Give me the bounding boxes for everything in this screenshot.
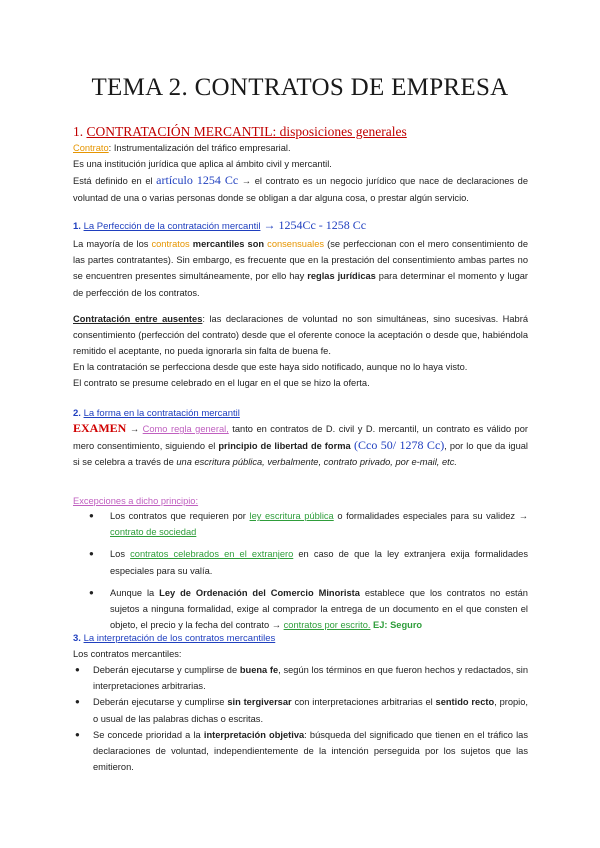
contrato-term: Contrato bbox=[73, 143, 109, 153]
subsection-1-number: 1. bbox=[73, 221, 84, 232]
page-title: TEMA 2. CONTRATOS DE EMPRESA bbox=[91, 74, 509, 101]
bullet-icon: ● bbox=[75, 729, 80, 739]
ausentes-label: Contratación entre ausentes bbox=[73, 314, 203, 324]
examen-arrow: → bbox=[126, 424, 143, 434]
list-item-text: , según los términos en que fueron hechos y redactados, sin interpretaciones arbitrarias. bbox=[93, 665, 528, 692]
ley-escritura-term: ley escritura pública bbox=[249, 511, 334, 521]
article-1254-ref: artículo 1254 Cc bbox=[156, 173, 239, 188]
excepciones-label: Excepciones a dicho principio: bbox=[73, 496, 199, 506]
reglas-juridicas-term: reglas jurídicas bbox=[307, 271, 376, 282]
list-item bbox=[73, 585, 528, 634]
subsection-1-title: La Perfección de la contratación mercantil bbox=[83, 221, 261, 232]
contratos-term: contratos bbox=[151, 239, 190, 249]
forma-examples: una escritura pública, verbalmente, contrato privado, por e-mail, etc. bbox=[176, 457, 457, 468]
section-1-number: 1. bbox=[73, 124, 87, 139]
list-item bbox=[73, 694, 528, 726]
principio-libertad-term: principio de libertad de forma bbox=[218, 441, 351, 452]
list-item-text: Deberán ejecutarse y cumplirse de bbox=[93, 665, 240, 675]
ausentes-text: : las declaraciones de voluntad no son simultáneas, sino sucesivas. Habrá consentimiento (perfección del contrato) desde que el oferente conoce la aceptación o desde que, habiéndola remitido el aceptante, no pueda ignorarla sin falta de buena fe. bbox=[73, 314, 528, 357]
oferta-line: El contrato se presume celebrado en el lugar en el que se hizo la oferta. bbox=[73, 378, 370, 388]
forma-paragraph bbox=[73, 420, 528, 471]
sin-tergiversar-term: sin tergiversar bbox=[227, 697, 292, 708]
section-1-title: CONTRATACIÓN MERCANTIL: disposiciones generales bbox=[86, 124, 407, 139]
list-item-text: Deberán ejecutarse y cumplirse bbox=[93, 697, 228, 708]
interpretacion-intro: Los contratos mercantiles: bbox=[73, 649, 182, 659]
contratos-extranjero-term: contratos celebrados en el extranjero bbox=[130, 549, 294, 560]
interpretacion-list bbox=[73, 662, 528, 775]
subsection-1-ref: → 1254Cc - 1258 Cc bbox=[260, 218, 367, 232]
forma-text-2: , por lo que da igual si se celebra a través de bbox=[73, 441, 528, 468]
sentido-recto-term: sentido recto bbox=[435, 697, 495, 708]
list-item-text: en caso de que la ley extranjera exija formalidades especiales para su valía. bbox=[110, 549, 529, 576]
ausentes-paragraph bbox=[73, 311, 528, 360]
perfeccion-paragraph bbox=[73, 236, 528, 301]
perfeccion-end-text: para determinar el momento y lugar de perfección de los contratos. bbox=[73, 271, 529, 298]
list-item-text: Los contratos que requieren por bbox=[110, 511, 250, 521]
bullet-icon: ● bbox=[89, 511, 94, 520]
bullet-icon: ● bbox=[89, 549, 94, 559]
section-1-heading bbox=[73, 124, 528, 141]
list-item bbox=[73, 546, 528, 578]
list-item-text: Se concede prioridad a la bbox=[93, 729, 204, 740]
regla-general-term: Como regla general, bbox=[142, 424, 229, 434]
negocio-juridico-text: → el contrato es un negocio jurídico que nace de declaraciones de voluntad de una o varias personas donde se obligan a dar alguna cosa, o prestar algún servicio. bbox=[73, 176, 528, 203]
contrato-sociedad-term: contrato de sociedad bbox=[110, 527, 197, 538]
list-item-text: o formalidades especiales para su validez → bbox=[333, 511, 528, 521]
section-1-body bbox=[73, 140, 528, 206]
bullet-icon: ● bbox=[75, 697, 80, 707]
notificado-line: En la contratación se perfecciona desde que este haya sido notificado, aunque no lo haya visto. bbox=[73, 362, 468, 372]
contratos-escrito-term: contratos por escrito. bbox=[283, 620, 371, 631]
bullet-icon: ● bbox=[75, 665, 80, 674]
list-item-text: Los bbox=[110, 549, 131, 560]
definido-text: Está definido en el bbox=[73, 176, 157, 187]
subsection-3-title: La interpretación de los contratos mercantiles bbox=[83, 633, 276, 644]
contrato-definition: : Instrumentalización del tráfico empresarial. bbox=[108, 143, 291, 153]
mayoria-text: La mayoría de los bbox=[73, 239, 152, 249]
cco-ref: (Cco 50/ 1278 Cc) bbox=[350, 438, 445, 453]
excepciones-heading bbox=[73, 493, 528, 509]
list-item-text: : búsqueda del significado que tienen en el tráfico las declaraciones de voluntad, independientemente de la intención perseguida por los sujetos que las emitieron. bbox=[93, 729, 528, 773]
examen-badge: EXAMEN bbox=[73, 421, 127, 435]
consensuales-term: consensuales bbox=[267, 239, 325, 249]
subsection-1-heading bbox=[73, 217, 528, 235]
bullet-icon: ● bbox=[89, 587, 94, 597]
subsection-3-heading bbox=[73, 630, 528, 647]
list-item-text: Aunque la bbox=[110, 587, 160, 598]
list-item bbox=[73, 727, 528, 776]
list-item-text: establece que los contratos no están sujetos a ninguna formalidad, exige al comprador la entrega de un documento en el que consten el objeto, el precio y la fecha del contrato → bbox=[110, 587, 528, 631]
ejemplo-seguro: EJ: Seguro bbox=[370, 620, 423, 631]
ley-comercio-minorista-term: Ley de Ordenación del Comercio Minorista bbox=[159, 587, 360, 598]
subsection-3-number: 3. bbox=[73, 633, 84, 644]
interpretacion-objetiva-term: interpretación objetiva bbox=[203, 729, 305, 740]
institucion-line: Es una institución jurídica que aplica al ámbito civil y mercantil. bbox=[73, 159, 332, 170]
list-item-text: con interpretaciones arbitrarias el bbox=[291, 697, 436, 708]
buena-fe-term: buena fe bbox=[239, 665, 279, 675]
list-item bbox=[73, 662, 528, 694]
excepciones-list bbox=[73, 508, 528, 633]
list-item bbox=[73, 508, 528, 540]
subsection-2-number: 2. bbox=[73, 408, 84, 419]
mercantiles-term: mercantiles son bbox=[189, 239, 268, 249]
forma-text: tanto en contratos de D. civil y D. mercantil, un contrato es válido por mero consentimiento, siguiendo el bbox=[73, 424, 528, 452]
subsection-2-title: La forma en la contratación mercantil bbox=[83, 408, 240, 419]
perfeccion-text: (se perfeccionan con el mero consentimiento de las partes contratantes). Sin embargo, es frecuente que en la prestación del consentimiento ambas partes no se encuentren presentes simultáneamente, por ello hay bbox=[73, 239, 529, 282]
list-item-text: , propio, o usual de las palabras dichas o escritas. bbox=[93, 697, 528, 724]
